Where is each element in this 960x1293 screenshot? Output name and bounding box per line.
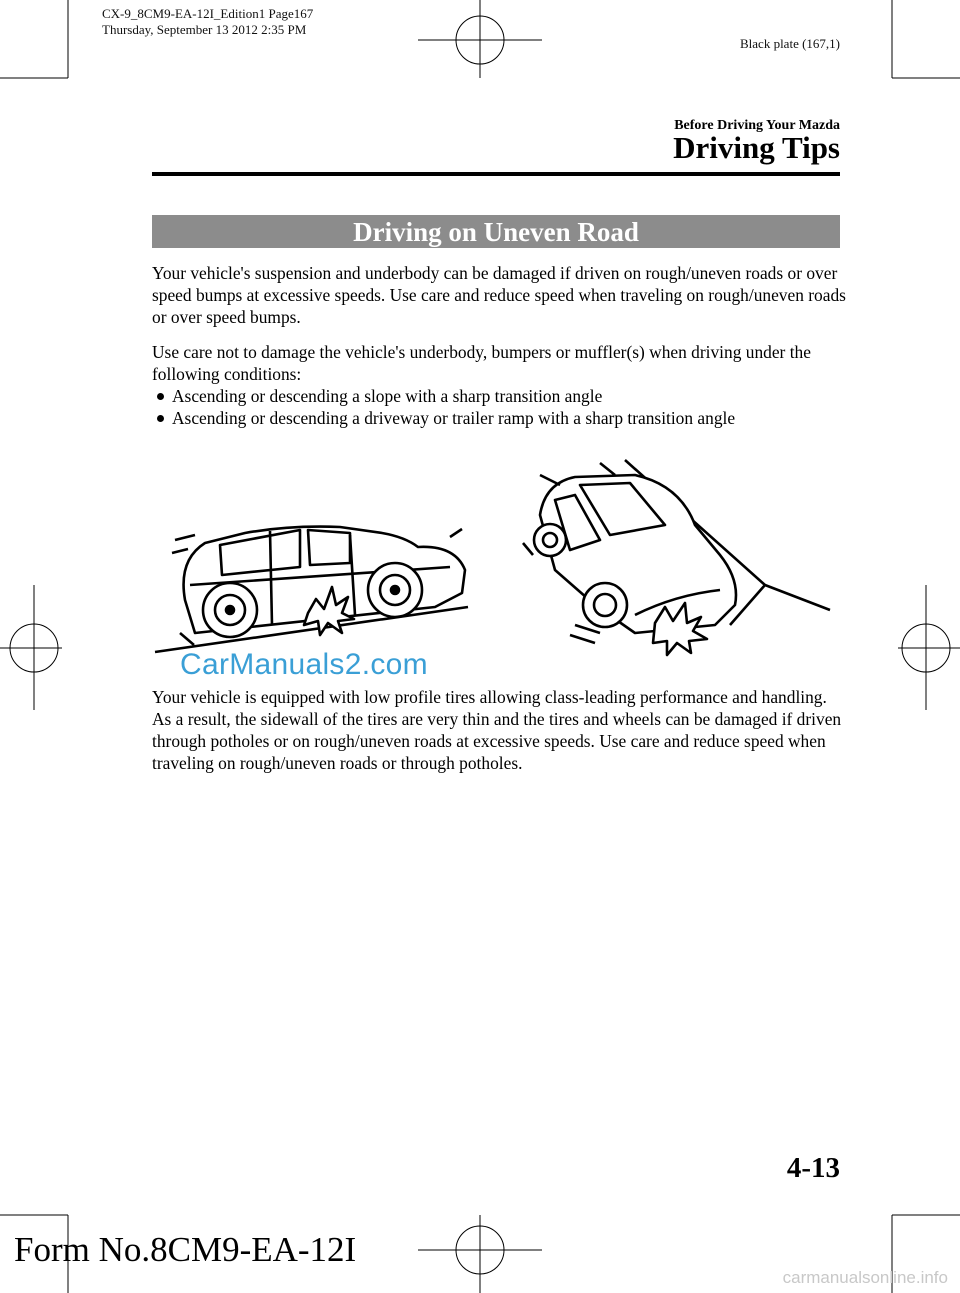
header-rule xyxy=(152,172,840,176)
watermark-logo: CarManuals2.com xyxy=(180,648,428,681)
print-timestamp-line: Thursday, September 13 2012 2:35 PM xyxy=(102,22,307,37)
conditions-list xyxy=(152,385,847,429)
plate-label: Black plate (167,1) xyxy=(740,36,840,51)
list-item: Ascending or descending a driveway or trailer ramp with a sharp transition angle xyxy=(152,407,847,429)
page-number: 4-13 xyxy=(786,1152,840,1184)
paragraph-low-profile-tires: Your vehicle is equipped with low profile tires allowing class-leading performance and handling. As a result, the sidewall of the tires are very thin and the tires and wheels can be damaged if driven through potholes or on rough/uneven roads at excessive speeds. Use care and reduce speed when traveling on rough/uneven roads or through potholes. xyxy=(152,687,842,773)
list-item: Ascending or descending a slope with a sharp transition angle xyxy=(152,385,847,407)
site-watermark: carmanualsonline.info xyxy=(782,1268,948,1287)
section-label: Before Driving Your Mazda xyxy=(674,118,840,133)
print-job-line: CX-9_8CM9-EA-12I_Edition1 Page167 xyxy=(102,6,314,21)
paragraph-suspension: Your vehicle's suspension and underbody can be damaged if driven on rough/uneven roads or over speed bumps at excessive speeds. Use care and reduce speed when traveling on rough/uneven roads or over speed bumps. xyxy=(152,263,846,327)
suv-front-bumper-scrape-icon xyxy=(515,455,835,660)
chapter-title: Driving Tips xyxy=(673,130,840,165)
section-title: Driving on Uneven Road xyxy=(152,215,840,248)
suv-side-underbody-scrape-icon xyxy=(150,515,480,660)
paragraph-conditions: Use care not to damage the vehicle's underbody, bumpers or muffler(s) when driving under the following conditions: xyxy=(152,342,811,384)
form-number: Form No.8CM9-EA-12I xyxy=(14,1230,357,1269)
